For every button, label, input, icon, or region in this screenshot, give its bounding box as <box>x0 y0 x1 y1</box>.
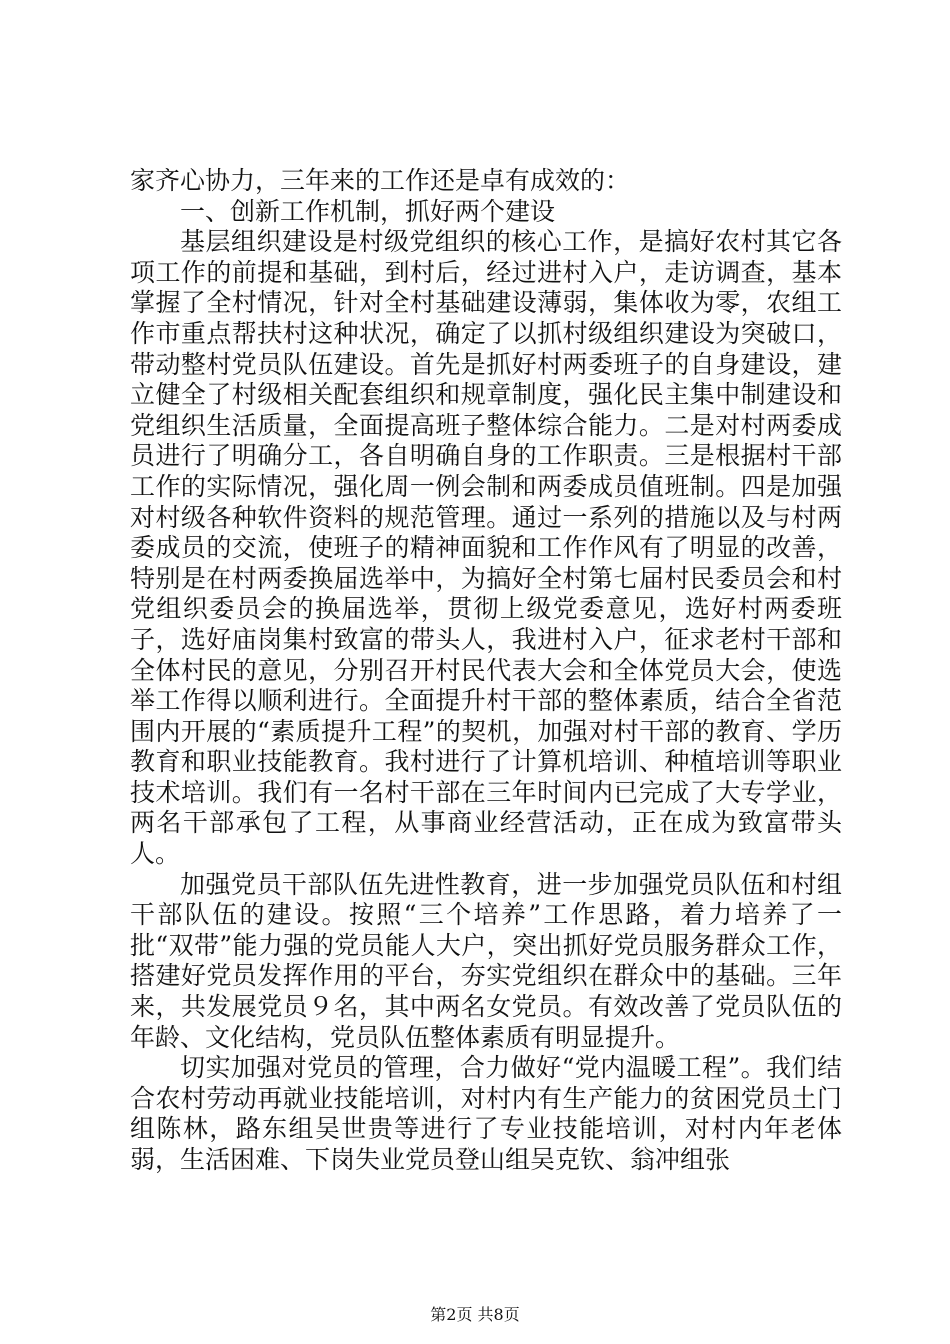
body-text <box>130 166 842 1176</box>
paragraph-party-member-education: 加强党员干部队伍先进性教育，进一步加强党员队伍和村组干部队伍的建设。按照“三个培养”工作思路，着力培养了一批“双带”能力强的党员能人大户，突出抓好党员服务群众工作，搭建好党员发挥作用的平台，夯实党组织在群众中的基础。三年来，共发展党员９名，其中两名女党员。有效改善了党员队伍的年龄、文化结构，党员队伍整体素质有明显提升。 <box>130 869 842 1052</box>
paragraph-organization-building: 基层组织建设是村级党组织的核心工作，是搞好农村其它各项工作的前提和基础，到村后，经过进村入户，走访调查，基本掌握了全村情况，针对全村基础建设薄弱，集体收为零，农组工作市重点帮扶村这种状况，确定了以抓村级组织建设为突破口，带动整村党员队伍建设。首先是抓好村两委班子的自身建设，建立健全了村级相关配套组织和规章制度，强化民主集中制建设和党组织生活质量，全面提高班子整体综合能力。二是对村两委成员进行了明确分工，各自明确自身的工作职责。三是根据村干部工作的实际情况，强化周一例会制和两委成员值班制。四是加强对村级各种软件资料的规范管理。通过一系列的措施以及与村两委成员的交流，使班子的精神面貌和工作作风有了明显的改善，特别是在村两委换届选举中，为搞好全村第七届村民委员会和村党组织委员会的换届选举，贯彻上级党委意见，选好村两委班子，选好庙岗集村致富的带头人，我进村入户，征求老村干部和全体村民的意见，分别召开村民代表大会和全体党员大会，使选举工作得以顺利进行。全面提升村干部的整体素质，结合全省范围内开展的“素质提升工程”的契机，加强对村干部的教育、学历教育和职业技能教育。我村进行了计算机培训、种植培训等职业技术培训。我们有一名村干部在三年时间内已完成了大专学业，两名干部承包了工程，从事商业经营活动，正在成为致富带头人。 <box>130 227 842 869</box>
paragraph-continuation: 家齐心协力，三年来的工作还是卓有成效的： <box>130 166 631 195</box>
page-number-footer: 第2页 共8页 <box>430 1305 520 1324</box>
paragraph-party-member-management: 切实加强对党员的管理，合力做好“党内温暖工程”。我们结合农村劳动再就业技能培训，对村内有生产能力的贫困党员土门组陈林，路东组吴世贵等进行了专业技能培训，对村内年老体弱，生活困难、下岗失业党员登山组吴克钦、翁冲组张 <box>130 1053 842 1174</box>
section-heading: 一、创新工作机制，抓好两个建设 <box>180 196 556 226</box>
